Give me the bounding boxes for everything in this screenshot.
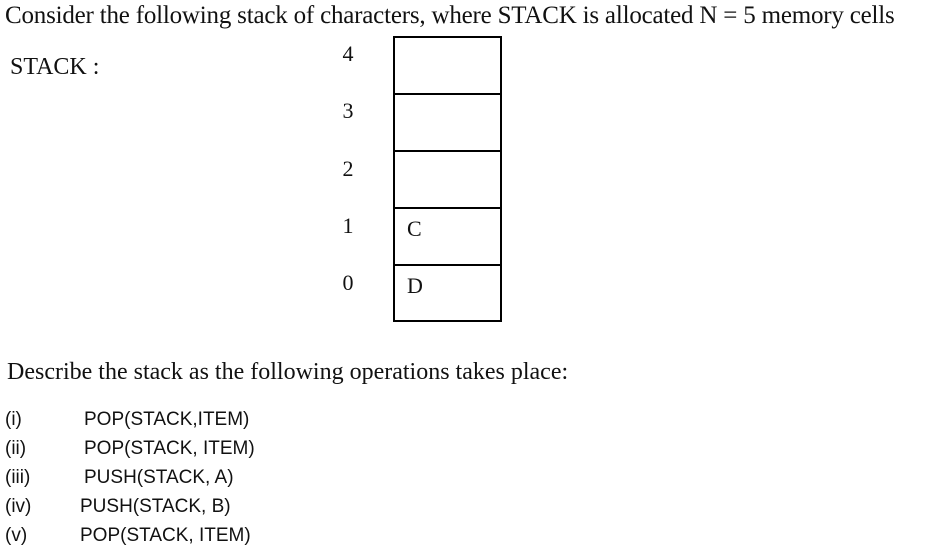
operation-text-3: PUSH(STACK, A)	[84, 467, 234, 488]
stack-cell-0	[395, 266, 500, 323]
operation-number-4: (iv)	[5, 496, 32, 517]
stack-cell-3	[395, 95, 500, 152]
stack-diagram	[393, 36, 502, 322]
stack-index-4: 4	[342, 41, 354, 66]
stack-index-1: 1	[342, 213, 354, 238]
stack-index-0: 0	[342, 270, 354, 295]
operation-number-5: (v)	[5, 525, 28, 546]
stack-index-3: 3	[342, 98, 354, 123]
operation-text-2: POP(STACK, ITEM)	[84, 438, 255, 459]
stack-label: STACK :	[10, 54, 100, 80]
intro-text: Consider the following stack of characters, where STACK is allocated N = 5 memory cells	[5, 2, 895, 29]
stack-cell-4	[395, 38, 500, 95]
stack-index-2: 2	[342, 156, 354, 181]
stack-cell-1-value: C	[407, 216, 422, 241]
describe-heading: Describe the stack as the following operations takes place:	[7, 359, 569, 385]
stack-cell-1	[395, 209, 500, 266]
operation-number-1: (i)	[5, 409, 22, 430]
operation-text-1: POP(STACK,ITEM)	[84, 409, 250, 430]
operation-number-2: (ii)	[5, 438, 27, 459]
stack-cell-0-value: D	[407, 273, 423, 298]
operation-number-3: (iii)	[5, 467, 31, 488]
operation-text-4: PUSH(STACK, B)	[80, 496, 231, 517]
operation-text-5: POP(STACK, ITEM)	[80, 525, 251, 546]
stack-cell-2	[395, 152, 500, 209]
